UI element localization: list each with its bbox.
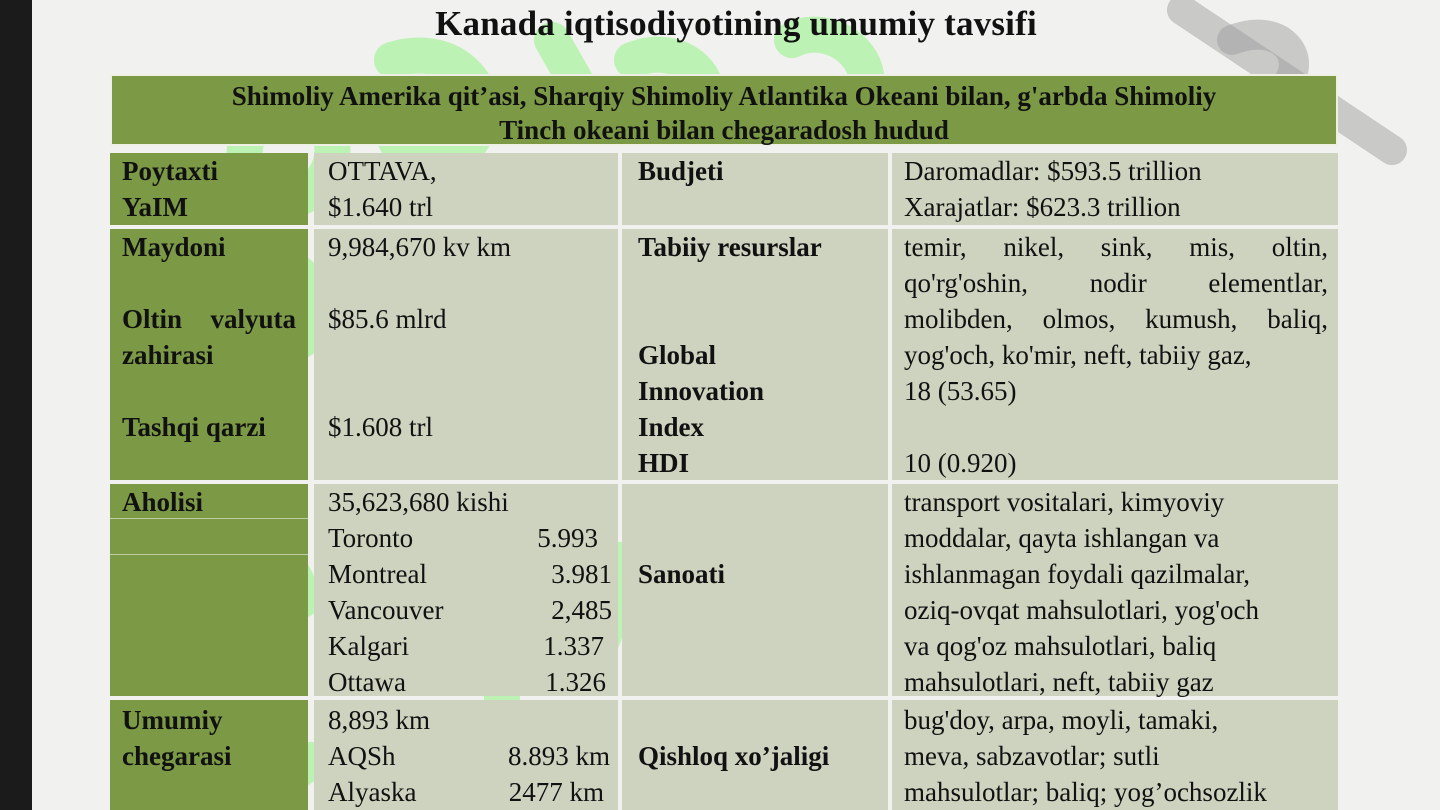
reserves-label-2: zahirasi [122,340,214,370]
city-name: Kalgari [328,631,409,661]
industry-line: mahsulotlari, neft, tabiiy gaz [904,667,1214,697]
resources-line: qo'rg'oshin, nodir elementlar, [904,268,1328,298]
budget-value-cell [892,153,1338,225]
gdp-value: $1.640 trl [328,192,433,222]
page-title: Kanada iqtisodiyotining umumiy tavsifi [435,4,1037,43]
gdp-label: YaIM [122,192,188,222]
capital-label-cell [110,153,308,225]
agriculture-line: bug'doy, arpa, moyli, tamaki, [904,705,1219,735]
region-header-line-1: Shimoliy Amerika qit’asi, Sharqiy Shimoliy Atlantika Okeani bilan, g'arbda Shimoliy [231,81,1217,111]
city-name: Ottawa [328,667,406,697]
natural-resources-label: Tabiiy resurslar [638,232,822,262]
gii-label-1: Global [638,340,717,370]
external-debt-label: Tashqi qarzi [122,412,266,442]
industry-line: moddalar, qayta ishlangan va [904,523,1220,553]
resources-line: temir, nikel, sink, mis, oltin, [904,232,1328,262]
border-length: 2477 km [508,777,604,807]
border-label-2: chegarasi [122,741,232,771]
industry-line: transport vositalari, kimyoviy [904,487,1225,517]
budget-label: Budjeti [638,156,724,186]
capital-label: Poytaxti [122,156,218,186]
industry-label: Sanoati [638,559,726,589]
population-label: Aholisi [122,487,204,517]
border-label-1: Umumiy [122,705,223,735]
row-divider [110,554,308,555]
city-name: Montreal [328,559,427,589]
area-value-cell [314,229,618,480]
border-label-cell [110,700,308,810]
city-name: Vancouver [328,595,444,625]
population-value-cell [314,484,618,696]
resources-value-cell [892,229,1338,480]
revenue-value: Daromadlar: $593.5 trillion [904,156,1202,186]
reserves-value: $85.6 mlrd [328,304,447,334]
budget-label-cell [622,153,888,225]
industry-value-cell [892,484,1338,696]
reserves-label: Oltin valyuta [122,304,296,334]
gii-label-2: Innovation [638,376,765,406]
agriculture-value-cell [892,700,1338,810]
industry-line: va qog'oz mahsulotlari, baliq [904,631,1217,661]
hdi-label: HDI [638,448,690,478]
city-name: Toronto [328,523,414,553]
area-label: Maydoni [122,232,226,262]
city-population: 5.993 [537,523,598,553]
resources-line: molibden, olmos, kumush, baliq, [904,304,1328,334]
gii-label-3: Index [638,412,705,442]
agriculture-label: Qishloq xo’jaligi [638,741,830,771]
border-total: 8,893 km [328,705,431,735]
border-length: 8.893 km [507,741,610,771]
external-debt-value: $1.608 trl [328,412,433,442]
city-population: 1.326 [545,667,606,697]
city-population: 3.981 [551,559,612,589]
city-population: 2,485 [551,595,612,625]
industry-line: oziq-ovqat mahsulotlari, yog'och [904,595,1260,625]
capital-value: OTTAVA, [328,156,437,186]
industry-label-cell [622,484,888,696]
border-country: Alyaska [328,777,417,807]
expenses-value: Xarajatlar: $623.3 trillion [904,192,1181,222]
border-country: AQSh [328,741,396,771]
industry-line: ishlanmagan foydali qazilmalar, [904,559,1251,589]
region-header [110,74,1338,146]
agriculture-line: mahsulotlar; baliq; yog’ochsozlik [904,777,1267,807]
agriculture-line: meva, sabzavotlar; sutli [904,741,1160,771]
population-label-cell [110,484,308,696]
city-population: 1.337 [543,631,604,661]
border-value-cell [314,700,618,810]
hdi-value: 10 (0.920) [904,448,1017,478]
resources-label-cell [622,229,888,480]
area-label-cell [110,229,308,480]
population-total: 35,623,680 kishi [328,487,509,517]
row-divider [110,518,308,519]
agriculture-label-cell [622,700,888,810]
slide [32,0,1440,810]
capital-value-cell [314,153,618,225]
area-value: 9,984,670 kv km [328,232,512,262]
resources-line: yog'och, ko'mir, neft, tabiiy gaz, [904,340,1252,370]
gii-value: 18 (53.65) [904,376,1017,406]
region-header-line-2: Tinch okeani bilan chegaradosh hudud [499,115,949,145]
